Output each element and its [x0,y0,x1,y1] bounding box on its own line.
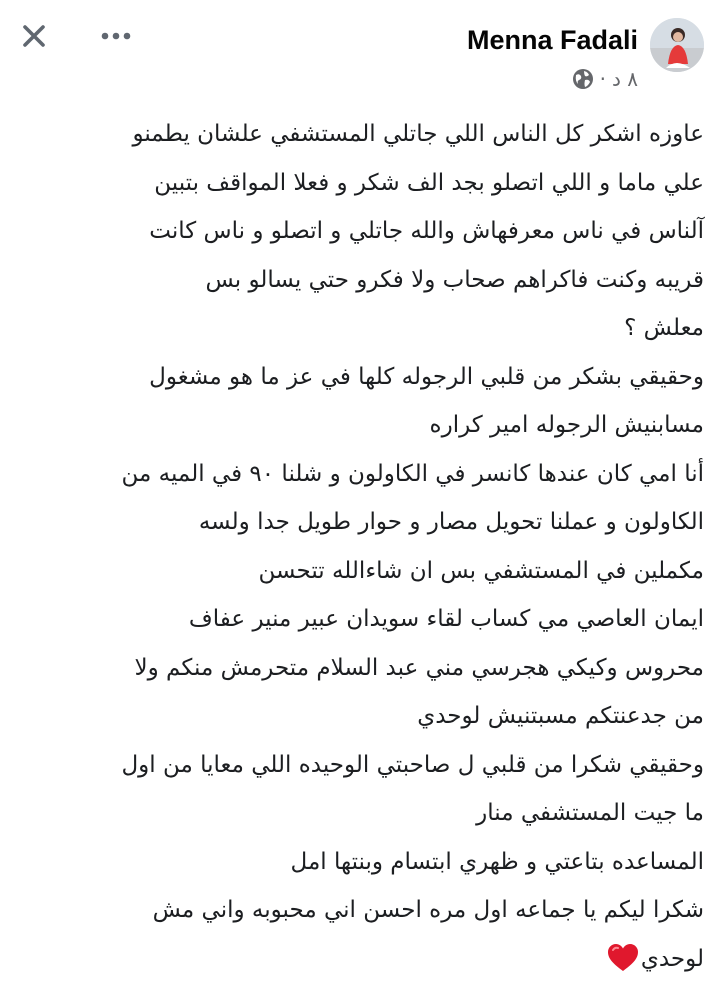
post-line: آلناس في ناس معرفهاش والله جاتلي و اتصلو و ناس كانت [18,207,704,256]
post-line: مكملين في المستشفي بس ان شاءالله تتحسن [18,547,704,596]
globe-icon[interactable] [572,68,594,90]
avatar[interactable] [650,18,704,72]
post-line: معلش ؟ [18,304,704,353]
post-meta [572,66,638,92]
post-line: من جدعنتكم مسبتنيش لوحدي [18,692,704,741]
post-line: شكرا ليكم يا جماعه اول مره احسن اني محبوبه واني مش [18,886,704,935]
post-line: ما جيت المستشفي منار [18,789,704,838]
post-line: وحقيقي شكرا من قلبي ل صاحبتي الوحيده اللي معايا من اول [18,741,704,790]
close-button[interactable] [16,18,52,54]
post-line: قريبه وكنت فاكراهم صحاب ولا فكرو حتي يسالو بس [18,256,704,305]
post-line-last [18,935,704,983]
post-header [0,0,720,100]
post-text [18,110,704,983]
heart-icon [607,943,639,973]
post-line: علي ماما و اللي اتصلو بجد الف شكر و فعلا المواقف بتبين [18,159,704,208]
post-line: ايمان العاصي مي كساب لقاء سويدان عبير منير عفاف [18,595,704,644]
post-line: الكاولون و عملنا تحويل مصار و حوار طويل جدا ولسه [18,498,704,547]
post-line: محروس وكيكي هجرسي مني عبد السلام متحرمش منكم ولا [18,644,704,693]
more-options-icon [98,31,134,41]
post-line-text: لوحدي [641,946,704,972]
close-icon [20,22,48,50]
post-line: وحقيقي بشكر من قلبي الرجوله كلها في عز ما هو مشغول [18,353,704,402]
post-line: مسابنيش الرجوله امير كراره [18,401,704,450]
author-name[interactable]: Menna Fadali [467,22,638,58]
meta-separator: · [600,66,606,92]
timestamp[interactable]: ٨ د [612,66,638,92]
more-options-button[interactable] [96,22,136,50]
post-line: المساعده بتاعتي و ظهري ابتسام وبنتها امل [18,838,704,887]
post-line: أنا امي كان عندها كانسر في الكاولون و شلنا ٩٠ في الميه من [18,450,704,499]
post-line: عاوزه اشكر كل الناس اللي جاتلي المستشفي علشان يطمنو [18,110,704,159]
